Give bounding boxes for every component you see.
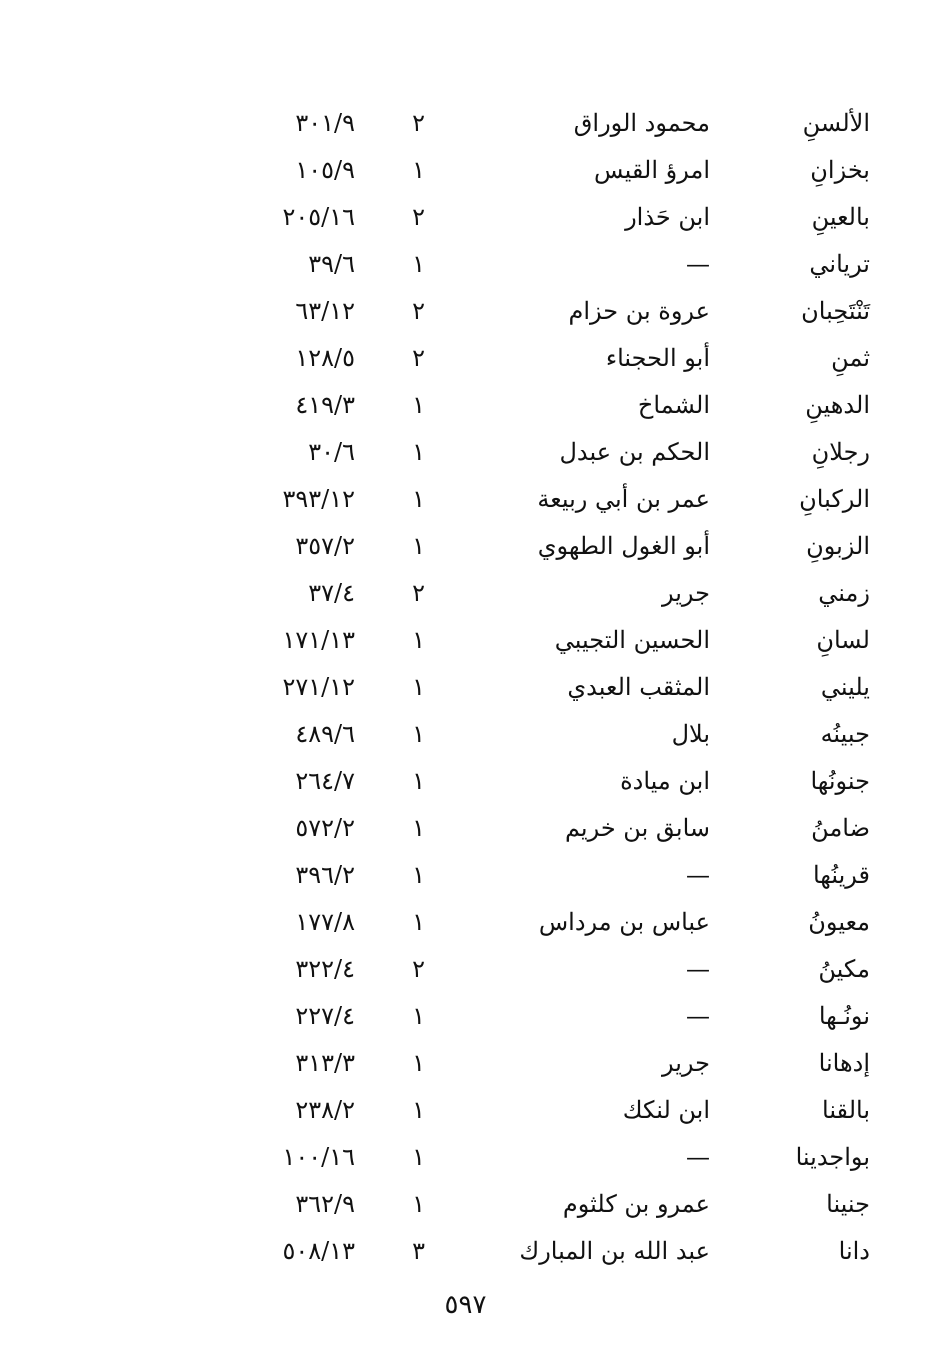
poet-name: — <box>686 1002 710 1030</box>
page-number: ٥٩٧ <box>444 1290 487 1320</box>
verse-count: ١ <box>412 1096 425 1124</box>
volume-page-ref: ١٢٨/٥ <box>295 344 355 372</box>
volume-page-ref: ١٧١/١٣ <box>282 626 355 654</box>
rhyme-word: قرينُها <box>812 861 870 889</box>
table-row <box>250 523 870 570</box>
poet-name: عروة بن حزام <box>568 297 710 325</box>
volume-page-ref: ٤٨٩/٦ <box>295 720 355 748</box>
table-row <box>250 1040 870 1087</box>
rhyme-word: بالعينِ <box>811 203 870 231</box>
rhyme-word: نونُـها <box>818 1002 870 1030</box>
volume-page-ref: ٣٧/٤ <box>308 579 355 607</box>
verse-count: ٢ <box>412 203 425 231</box>
volume-page-ref: ٢٠٥/١٦ <box>282 203 355 231</box>
volume-page-ref: ٢٦٤/٧ <box>295 767 355 795</box>
table-row <box>250 805 870 852</box>
rhyme-word: تَنْتَحِبان <box>801 297 870 325</box>
rhyme-word: ضامنُ <box>811 814 870 842</box>
volume-page-ref: ٣٠١/٩ <box>295 109 355 137</box>
verse-count: ٢ <box>412 955 425 983</box>
verse-count: ١ <box>412 1143 425 1171</box>
rhyme-word: الألسنِ <box>802 109 870 137</box>
rhyme-word: جبينُه <box>820 720 870 748</box>
table-row <box>250 1181 870 1228</box>
verse-count: ١ <box>412 767 425 795</box>
table-row <box>250 852 870 899</box>
verse-count: ٢ <box>412 579 425 607</box>
rhyme-word: الركبانِ <box>799 485 870 513</box>
rhyme-word: معيونُ <box>808 908 870 936</box>
table-row <box>250 147 870 194</box>
verse-count: ١ <box>412 156 425 184</box>
table-row <box>250 664 870 711</box>
rhyme-word: إدهانا <box>818 1049 870 1077</box>
rhyme-word: لسانِ <box>816 626 870 654</box>
rhyme-word: زمني <box>818 579 870 607</box>
poet-name: المثقب العبدي <box>567 673 710 701</box>
table-row <box>250 194 870 241</box>
volume-page-ref: ٣٦٢/٩ <box>295 1190 355 1218</box>
volume-page-ref: ٥٠٨/١٣ <box>282 1237 355 1265</box>
table-row <box>250 288 870 335</box>
poet-name: سابق بن خريم <box>564 814 710 842</box>
verse-count: ١ <box>412 250 425 278</box>
rhyme-word: يليني <box>820 673 870 701</box>
rhyme-word: مكينُ <box>818 955 870 983</box>
poet-name: امرؤ القيس <box>594 156 710 184</box>
verse-count: ٢ <box>412 344 425 372</box>
poet-name: ابن حَذار <box>625 203 710 231</box>
volume-page-ref: ١٠٥/٩ <box>295 156 355 184</box>
volume-page-ref: ٤١٩/٣ <box>295 391 355 419</box>
table-row <box>250 476 870 523</box>
volume-page-ref: ٢٧١/١٢ <box>282 673 355 701</box>
poet-name: عمرو بن كلثوم <box>562 1190 710 1218</box>
poet-name: الشماخ <box>637 391 710 419</box>
rhyme-word: جنونُها <box>810 767 870 795</box>
poet-name: عباس بن مرداس <box>538 908 710 936</box>
verse-count: ١ <box>412 1049 425 1077</box>
rhyme-word: دانا <box>838 1237 870 1265</box>
volume-page-ref: ١٧٧/٨ <box>295 908 355 936</box>
table-row <box>250 946 870 993</box>
volume-page-ref: ٢٢٧/٤ <box>295 1002 355 1030</box>
verse-count: ١ <box>412 1002 425 1030</box>
table-row <box>250 100 870 147</box>
poet-name: الحكم بن عبدل <box>559 438 710 466</box>
volume-page-ref: ٢٣٨/٢ <box>295 1096 355 1124</box>
table-row <box>250 241 870 288</box>
verse-count: ١ <box>412 391 425 419</box>
volume-page-ref: ٣٩٦/٢ <box>295 861 355 889</box>
volume-page-ref: ٦٣/١٢ <box>295 297 355 325</box>
volume-page-ref: ١٠٠/١٦ <box>282 1143 355 1171</box>
table-row <box>250 335 870 382</box>
verse-count: ١ <box>412 532 425 560</box>
poet-name: — <box>686 1143 710 1171</box>
rhyme-word: الزبونِ <box>806 532 870 560</box>
rhyme-word: الدهينِ <box>805 391 870 419</box>
poet-name: عمر بن أبي ربيعة <box>537 485 710 513</box>
poet-name: — <box>686 250 710 278</box>
poet-name: أبو الغول الطهوي <box>537 532 710 560</box>
volume-page-ref: ٣٥٧/٢ <box>295 532 355 560</box>
poet-name: ابن لنكك <box>622 1096 710 1124</box>
volume-page-ref: ٥٧٢/٢ <box>295 814 355 842</box>
verse-count: ١ <box>412 673 425 701</box>
poet-name: عبد الله بن المبارك <box>519 1237 710 1265</box>
table-row <box>250 570 870 617</box>
verse-count: ١ <box>412 1190 425 1218</box>
volume-page-ref: ٣٩/٦ <box>308 250 355 278</box>
verse-count: ٢ <box>412 297 425 325</box>
poet-name: — <box>686 861 710 889</box>
poet-name: — <box>686 955 710 983</box>
volume-page-ref: ٣٩٣/١٢ <box>282 485 355 513</box>
verse-count: ١ <box>412 626 425 654</box>
poet-name: محمود الوراق <box>573 109 710 137</box>
volume-page-ref: ٣١٣/٣ <box>295 1049 355 1077</box>
verse-count: ١ <box>412 861 425 889</box>
rhyme-word: بخزانِ <box>810 156 870 184</box>
volume-page-ref: ٣٢٢/٤ <box>295 955 355 983</box>
poet-name: بلال <box>671 720 710 748</box>
rhyme-word: بواجدينا <box>795 1143 870 1171</box>
table-row <box>250 1134 870 1181</box>
table-row <box>250 899 870 946</box>
verse-count: ١ <box>412 720 425 748</box>
verse-count: ١ <box>412 485 425 513</box>
verse-count: ١ <box>412 438 425 466</box>
rhyme-word: رجلانِ <box>811 438 870 466</box>
table-row <box>250 1087 870 1134</box>
poet-name: جرير <box>662 579 710 607</box>
table-row <box>250 617 870 664</box>
table-row <box>250 1228 870 1275</box>
poet-name: أبو الحجناء <box>605 344 710 372</box>
poet-name: الحسين التجيبي <box>554 626 710 654</box>
table-row <box>250 758 870 805</box>
rhyme-word: ثمنِ <box>831 344 870 372</box>
volume-page-ref: ٣٠/٦ <box>308 438 355 466</box>
verse-count: ١ <box>412 814 425 842</box>
rhyme-word: جنينا <box>826 1190 870 1218</box>
poet-name: جرير <box>662 1049 710 1077</box>
table-row <box>250 429 870 476</box>
rhyme-word: بالقنا <box>822 1096 870 1124</box>
rhyme-word: ترياني <box>809 250 870 278</box>
table-row <box>250 711 870 758</box>
rhyme-index-table <box>250 100 870 1275</box>
verse-count: ٣ <box>412 1237 425 1265</box>
poet-name: ابن ميادة <box>620 767 710 795</box>
table-row <box>250 993 870 1040</box>
verse-count: ١ <box>412 908 425 936</box>
verse-count: ٢ <box>412 109 425 137</box>
table-row <box>250 382 870 429</box>
